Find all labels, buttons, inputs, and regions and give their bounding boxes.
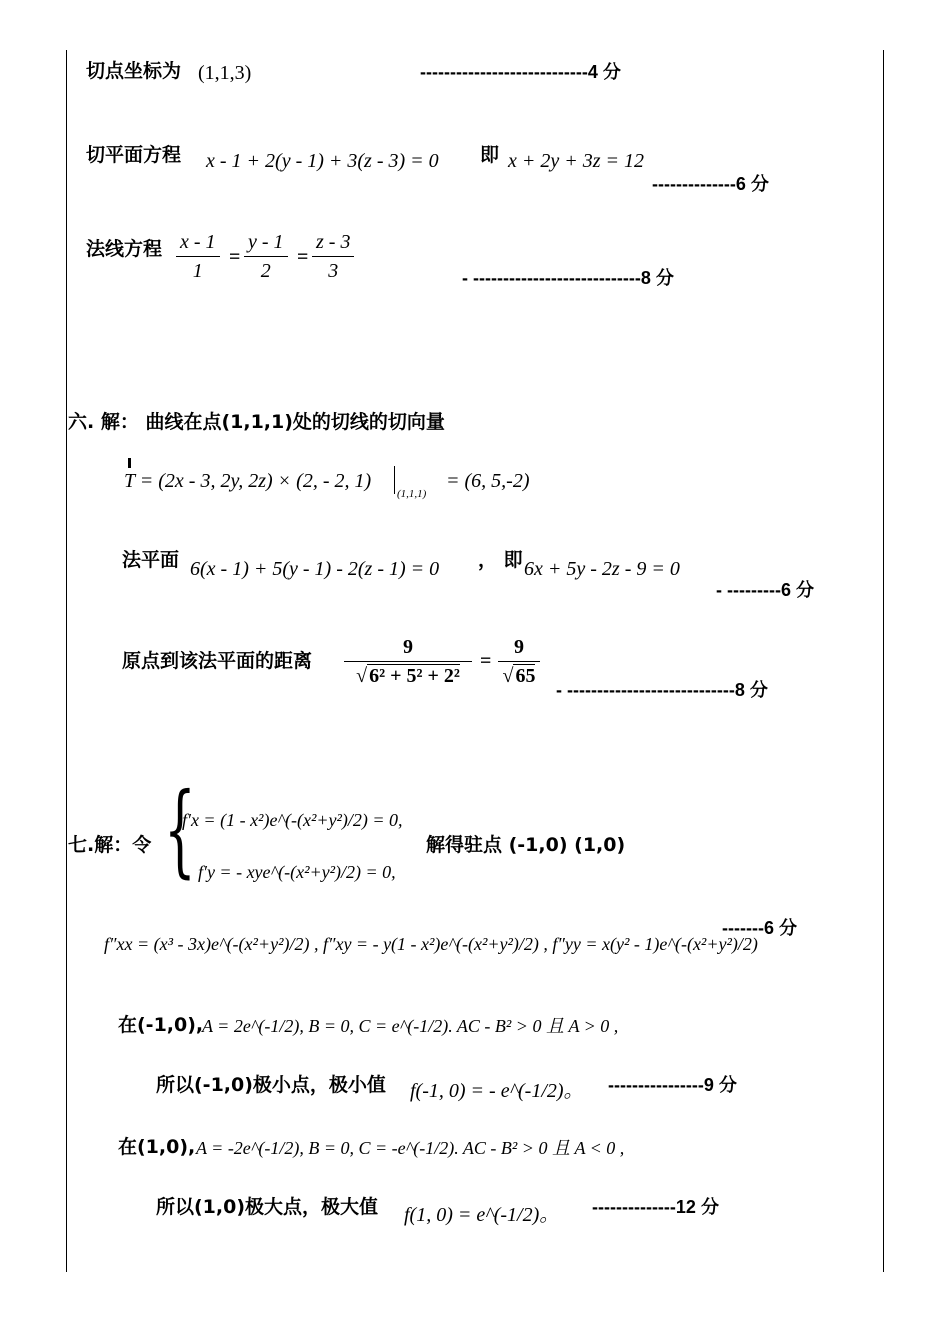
- tangent-plane-ji: 即: [480, 144, 500, 166]
- normal-line-fraction-3: $\frac{z - 3}{3}$: [312, 228, 354, 285]
- distance-label: 原点到该法平面的距离: [122, 650, 313, 672]
- tangent-point-value: (1,1,3): [198, 62, 252, 84]
- stationary-points: 解得驻点 (-1,0) (1,0): [426, 834, 626, 856]
- score-4: ----------------------------4 分: [420, 62, 621, 82]
- normal-line-label: 法线方程: [86, 238, 163, 260]
- distance-fraction-2: $\frac{9}{√ 65}$: [498, 633, 540, 690]
- tangent-plane-simplified: x + 2y + 3z = 12: [508, 150, 645, 172]
- second-derivatives: f″xx = (x³ - 3x)e^(-(x²+y²)/2) , f″xy = - y(1 - x²)e^(-(x²+y²)/2) , f″yy = x(y² - 1)e^(-(x²+y²)/2): [104, 934, 758, 954]
- case1-math: A = 2e^(-1/2), B = 0, C = e^(-1/2). AC - B² > 0 且 A > 0 ,: [202, 1016, 619, 1036]
- normal-plane-simplified: 6x + 5y - 2z - 9 = 0: [524, 558, 680, 580]
- case2-value: f(1, 0) = e^(-1/2)。: [404, 1204, 560, 1226]
- score-6-b: - ---------6 分: [716, 580, 814, 600]
- system-brace: {: [164, 771, 196, 888]
- case1-conclusion: 所以(-1,0)极小点，极小值: [156, 1074, 386, 1096]
- system-equation-1: f′x = (1 - x²)e^(-(x²+y²)/2) = 0,: [182, 810, 403, 830]
- score-12: --------------12 分: [592, 1197, 719, 1217]
- eval-bar: [394, 466, 395, 494]
- part7-heading: 七.解：令: [68, 834, 152, 856]
- case2-conclusion: 所以(1,0)极大点，极大值: [156, 1196, 379, 1218]
- vector-arrow-icon: [128, 458, 131, 468]
- part6-heading: 六. 解： 曲线在点(1,1,1)处的切线的切向量: [68, 411, 445, 433]
- tangent-point-label: 切点坐标为: [86, 60, 182, 82]
- score-8-b: - ----------------------------8 分: [556, 680, 768, 700]
- system-equation-2: f′y = - xye^(-(x²+y²)/2) = 0,: [198, 862, 396, 882]
- normal-plane-label: 法平面: [122, 549, 180, 571]
- score-8-a: - ----------------------------8 分: [462, 268, 674, 288]
- equals-sign: =: [229, 246, 241, 268]
- score-6-a: --------------6 分: [652, 174, 769, 194]
- distance-fraction-1: $\frac{9}{\text{√ 6² + 5² + 2²}}$: [344, 633, 472, 690]
- tangent-vector-result: = (6, 5,-2): [446, 470, 530, 492]
- right-border: [883, 50, 884, 1272]
- left-border: [66, 50, 67, 1272]
- case1-value: f(-1, 0) = - e^(-1/2)。: [410, 1080, 584, 1102]
- normal-line-fraction-1: $\frac{x - 1}{1}$: [176, 228, 220, 285]
- normal-plane-ji: ， 即: [478, 549, 523, 571]
- case2-math: A = -2e^(-1/2), B = 0, C = -e^(-1/2). AC - B² > 0 且 A < 0 ,: [196, 1138, 625, 1158]
- tangent-vector-expression: T = (2x - 3, 2y, 2z) × (2, - 2, 1): [124, 470, 372, 492]
- case1-label: 在(-1,0),: [118, 1014, 204, 1036]
- equals-sign: =: [480, 650, 492, 672]
- normal-line-fraction-2: $\frac{y - 1}{2}$: [244, 228, 288, 285]
- tangent-plane-equation: x - 1 + 2(y - 1) + 3(z - 3) = 0: [206, 150, 439, 172]
- normal-plane-equation: 6(x - 1) + 5(y - 1) - 2(z - 1) = 0: [190, 558, 440, 580]
- score-9: ----------------9 分: [608, 1075, 737, 1095]
- score-6-c: -------6 分: [722, 918, 797, 938]
- tangent-plane-label: 切平面方程: [86, 144, 182, 166]
- tangent-vector-subscript: (1,1,1): [397, 488, 427, 500]
- equals-sign: =: [297, 246, 309, 268]
- case2-label: 在(1,0),: [118, 1136, 196, 1158]
